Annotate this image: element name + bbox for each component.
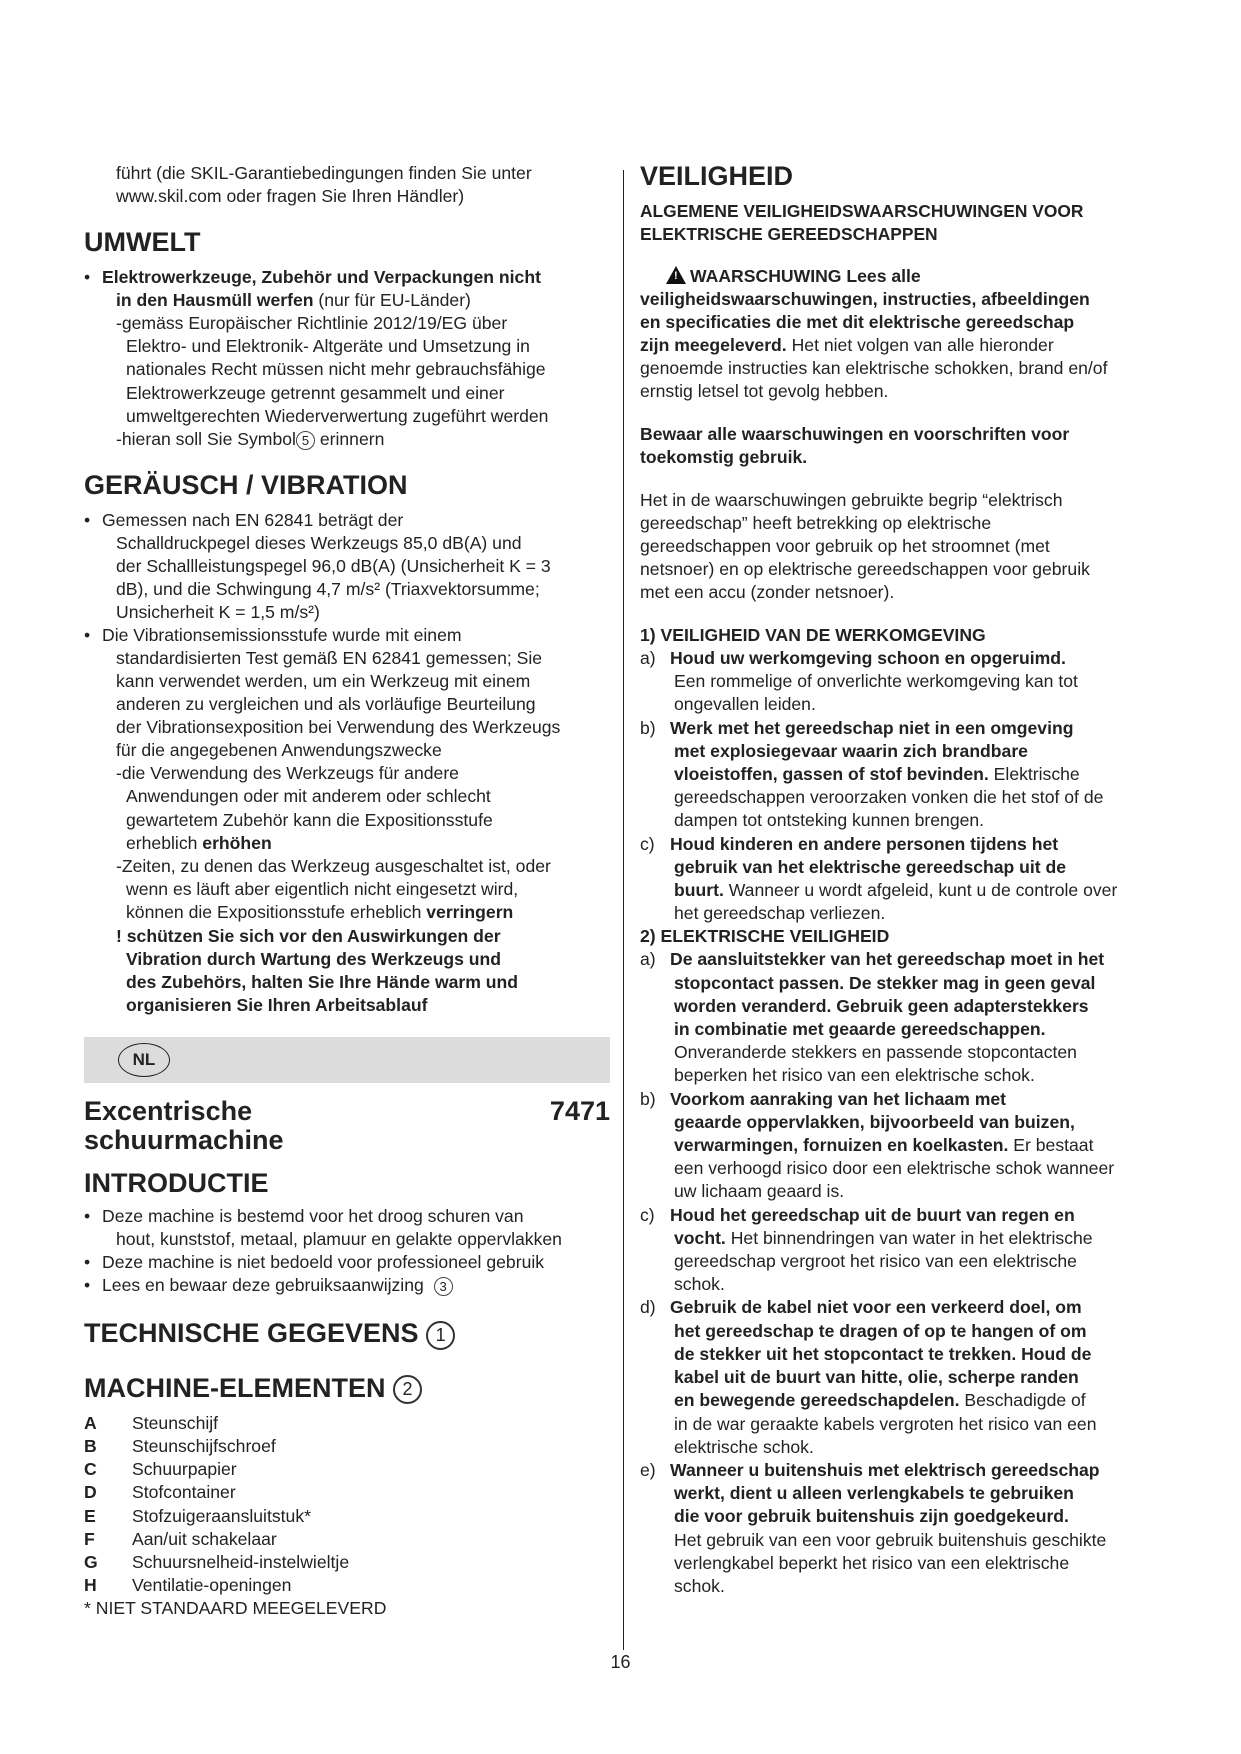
text-line: organisieren Sie Ihren Arbeitsablauf [126,995,428,1016]
text-line: für die angegebenen Anwendungszwecke [116,740,442,761]
text-line: werkt, dient u alleen verlengkabels te gebruiken [674,1483,1074,1504]
element-key: G [84,1551,98,1572]
list-item [640,717,1170,833]
text-line: der Vibrationsexposition bei Verwendung des Werkzeugs [116,717,561,738]
text-line: ! schützen Sie sich vor den Auswirkungen der [116,925,501,946]
text-line: umweltgerechten Wiederverwertung zugeführt werden [126,405,549,426]
text-line: • Elektrowerkzeuge, Zubehör und Verpackungen nicht [102,267,541,287]
text-line: ongevallen leiden. [674,694,816,715]
subheading-line: ELEKTRISCHE GEREEDSCHAPPEN [640,223,938,244]
text-line: Wanneer u buitenshuis met elektrisch gereedschap [670,1459,1100,1480]
text-line: Onveranderde stekkers en passende stopcontacten [674,1042,1077,1063]
list-item [84,1481,610,1504]
text-line: • Deze machine is niet bedoeld voor professioneel gebruik [102,1252,545,1273]
text-bold: buurt. [674,880,724,901]
text-span: Het binnendringen van water in het elektrische [725,1227,1093,1248]
list-item [640,833,1170,926]
text-line: geaarde oppervlakken, bijvoorbeeld van buizen, [674,1111,1075,1132]
section-1-title: 1) VEILIGHEID VAN DE WERKOMGEVING [640,625,986,645]
keep-instructions [640,423,1170,469]
heading-technische-gegevens [84,1317,610,1349]
text-span: Elektrische [988,764,1080,785]
warning-paragraph [640,265,1170,403]
text-bold: vloeistoffen, gassen of stof bevinden. [674,764,989,785]
text-line: -die Verwendung des Werkzeugs für andere [116,763,459,784]
text-line: een verhoogd risico door een elektrische schok wanneer [674,1158,1115,1179]
term-definition [640,489,1170,604]
text-line: genoemde instructies kan elektrische schokken, brand en/of [640,358,1108,378]
list-item [84,1574,610,1597]
element-label: Stofcontainer [132,1482,236,1503]
list-item [84,1528,610,1551]
text-span: erinnern [314,429,385,450]
text-line: dB), und die Schwingung 4,7 m/s² (Triaxvektorsumme; [116,579,540,600]
text-line: gebruik van het elektrische gereedschap uit de [674,856,1067,877]
text-line: • Deze machine is bestemd voor het droog schuren van [102,1206,524,1227]
text-line: Het in de waarschuwingen gebruikte begrip “elektrisch [640,490,1063,510]
text-line: elektrische schok. [674,1436,814,1457]
text-span: Het niet volgen van alle hieronder [786,335,1054,355]
element-label: Steunschijf [132,1413,219,1434]
text-line: der Schallleistungspegel 96,0 dB(A) (Unsicherheit K = 3 [116,556,551,577]
text-line: kabel uit de buurt van hitte, olie, scherpe randen [674,1367,1079,1388]
text-line: beperken het risico van een elektrische schok. [674,1065,1035,1086]
text-line: uw lichaam geaard is. [674,1181,845,1202]
heading-machine-elementen [84,1372,610,1404]
text-line: gewartetem Zubehör kann die Expositionsstufe [126,809,493,830]
warning-triangle-icon: ! [666,266,686,284]
text-bold: zijn meegeleverd. [640,335,787,355]
text-line: Een rommelige of onverlichte werkomgeving kan tot [674,671,1078,692]
text-line: Bewaar alle waarschuwingen en voorschriften voor [640,424,1070,444]
element-label: Ventilatie-openingen [132,1574,292,1595]
text-line: Unsicherheit K = 1,5 m/s²) [116,602,320,623]
text-line: kann verwendet werden, um ein Werkzeug mit einem [116,671,531,692]
text-line: Houd uw werkomgeving schoon en opgeruimd. [670,648,1066,668]
text-line: gereedschap vergroot het risico van een elektrische [674,1251,1077,1272]
text-line: Werk met het gereedschap niet in een omgeving [670,717,1074,738]
text-line: en specificaties die met dit elektrische gereedschap [640,312,1075,332]
text-line: Vibration durch Wartung des Werkzeugs und [126,948,502,969]
text-line: die voor gebruik buitenshuis zijn goedgekeurd. [674,1506,1069,1527]
element-label: Stofzuigeraansluitstuk* [132,1505,311,1526]
intro-bullet [84,1251,610,1274]
intro-bullet [84,1274,610,1297]
heading-introductie: INTRODUCTIE [84,1168,269,1199]
text-bold: erhöhen [202,832,272,853]
text-span: -hieran soll Sie Symbol [116,429,296,450]
text-line: dampen tot ontsteking kunnen brengen. [674,810,985,831]
heading-text: MACHINE-ELEMENTEN [84,1372,386,1403]
item-label: c) [640,833,655,854]
text-span: Er bestaat [1008,1135,1094,1156]
text-bold: WAARSCHUWING Lees alle [690,266,921,286]
text-line: ernstig letsel tot gevolg hebben. [640,381,889,401]
element-key: B [84,1436,97,1457]
list-item [84,1551,610,1574]
item-label: e) [640,1459,656,1480]
vibration-dash-list [84,762,610,1017]
text-line: Houd het gereedschap uit de buurt van regen en [670,1204,1075,1225]
text-line: gereedschappen voor gebruik op het stroomnet (met [640,536,1050,556]
heading-umwelt: UMWELT [84,227,201,257]
text-line: hout, kunststof, metaal, plamuur en gelakte oppervlakken [116,1229,562,1250]
text-line: www.skil.com oder fragen Sie Ihren Händler) [116,186,465,206]
vibration-bullet [84,624,610,762]
item-label: d) [640,1297,656,1318]
column-divider [623,170,624,1650]
text-line: Houd kinderen en andere personen tijdens het [670,833,1059,854]
noise-bullet [84,509,610,624]
list-item [640,1204,1170,1297]
text-line: Voorkom aanraking van het lichaam met [670,1088,1007,1109]
text-line: anderen zu vergleichen und als vorläufige Beurteilung [116,694,536,715]
right-column [640,160,1170,1598]
figure-1-reference: 1 [426,1321,455,1350]
symbol-3-reference: 3 [434,1277,453,1296]
text-line: Elektrowerkzeuge getrennt gesammelt und einer [126,382,505,403]
text-line: gereedschap” heeft betrekking op elektrische [640,513,992,533]
text-line: Gebruik de kabel niet voor een verkeerd doel, om [670,1297,1082,1318]
text-line: De aansluitstekker van het gereedschap moet in het [670,949,1105,970]
text-line: in combinatie met geaarde gereedschappen. [674,1019,1046,1040]
text-line: het gereedschap verliezen. [674,903,886,924]
item-label: a) [640,949,656,970]
product-name: schuurmachine [84,1125,284,1156]
symbol-5-reference: 5 [296,431,315,450]
intro-bullet [84,1205,610,1251]
left-column [84,162,610,1620]
umwelt-bullet [84,266,610,312]
text-line: worden veranderd. Gebruik geen adapterstekkers [674,995,1089,1016]
text-span: können die Expositionsstufe erheblich [126,902,427,923]
text-span: (nur für EU-Länder) [313,290,471,310]
text-line: gereedschappen veroorzaken vonken die het stof of de [674,787,1104,808]
page-number: 16 [610,1652,631,1672]
footnote: * NIET STANDAARD MEEGELEVERD [84,1597,387,1618]
item-label: b) [640,717,656,738]
text-span: Beschadigde of [959,1390,1086,1411]
element-label: Schuursnelheid-instelwieltje [132,1551,350,1572]
language-badge: NL [118,1043,170,1077]
text-span: Wanneer u wordt afgeleid, kunt u de controle over [723,880,1118,901]
text-line: de stekker uit het stopcontact te trekken. Houd de [674,1343,1092,1364]
text-line: verlengkabel beperkt het risico van een elektrische [674,1552,1070,1573]
text-line: führt (die SKIL-Garantiebedingungen finden Sie unter [116,163,532,183]
list-item [84,1505,610,1528]
text-line: standardisierten Test gemäß EN 62841 gemessen; Sie [116,648,543,669]
element-label: Aan/uit schakelaar [132,1528,277,1549]
text-bold: verwarmingen, fornuizen en koelkasten. [674,1135,1009,1156]
list-item [640,1459,1170,1598]
text-line: des Zubehörs, halten Sie Ihre Hände warm und [126,972,519,993]
list-item [640,647,1170,717]
text-line: met een accu (zonder netsnoer). [640,582,895,602]
text-line: -gemäss Europäischer Richtlinie 2012/19/EG über [116,313,508,333]
elements-list [84,1412,610,1620]
text-line: het gereedschap te dragen of op te hangen of om [674,1320,1087,1341]
text-line: veiligheidswaarschuwingen, instructies, afbeeldingen [640,289,1090,309]
element-key: H [84,1574,97,1595]
element-label: Schuurpapier [132,1459,237,1480]
product-model: 7471 [549,1096,610,1127]
element-key: A [84,1413,97,1434]
text-line: nationales Recht müssen nicht mehr gebrauchsfähige [126,359,546,380]
element-key: C [84,1459,97,1480]
text-bold: verringern [426,902,514,923]
text-line: Anwendungen oder mit anderem oder schlecht [126,786,491,807]
heading-geraeusch: GERÄUSCH / VIBRATION [84,470,408,501]
text-line: netsnoer) en op elektrische gereedschappen voor gebruik [640,559,1090,579]
text-line: Schalldruckpegel dieses Werkzeugs 85,0 dB(A) und [116,533,522,554]
text-bold: in den Hausmüll werfen [116,290,314,310]
heading-veiligheid: VEILIGHEID [640,161,794,191]
text-line: Elektro- und Elektronik- Altgeräte und Umsetzung in [126,336,530,357]
list-item [640,1296,1170,1458]
product-name: Excentrische [84,1096,253,1127]
element-key: D [84,1482,97,1503]
item-label: a) [640,648,656,668]
product-title [84,1097,610,1155]
heading-text: TECHNISCHE GEGEVENS [84,1318,419,1349]
umwelt-dash-list [84,312,610,451]
element-key: E [84,1505,96,1526]
text-line: toekomstig gebruik. [640,447,808,467]
section-2-title: 2) ELEKTRISCHE VEILIGHEID [640,926,890,947]
item-label: c) [640,1204,655,1225]
item-label: b) [640,1088,656,1109]
text-bold: vocht. [674,1227,726,1248]
text-line: schok. [674,1274,725,1295]
list-item [84,1458,610,1481]
list-item [640,948,1170,1087]
text-line: -Zeiten, zu denen das Werkzeug ausgeschaltet ist, oder [116,856,551,877]
element-key: F [84,1528,95,1549]
text-line: stopcontact passen. De stekker mag in geen geval [674,972,1096,993]
list-item [84,1412,610,1435]
element-label: Steunschijfschroef [132,1436,276,1457]
language-band [84,1037,610,1083]
text-span: erheblich [126,832,203,853]
subheading-line: ALGEMENE VEILIGHEIDSWAARSCHUWINGEN VOOR [640,201,1084,221]
text-span: Lees en bewaar deze gebruiksaanwijzing [102,1275,424,1296]
text-line: Het gebruik van een voor gebruik buitenshuis geschikte [674,1529,1107,1550]
text-line: wenn es läuft aber eigentlich nicht eingesetzt wird, [126,879,519,900]
text-line: met explosiegevaar waarin zich brandbare [674,740,1028,761]
text-line: in de war geraakte kabels vergroten het risico van een [674,1413,1097,1434]
warranty-continuation [84,162,610,208]
text-bold: en bewegende gereedschapdelen. [674,1390,960,1411]
text-line: • Gemessen nach EN 62841 beträgt der [102,510,404,531]
text-line: schok. [674,1575,725,1596]
figure-2-reference: 2 [393,1375,422,1404]
list-item [640,1088,1170,1204]
list-item [84,1435,610,1458]
text-line: • Die Vibrationsemissionsstufe wurde mit einem [102,625,462,646]
